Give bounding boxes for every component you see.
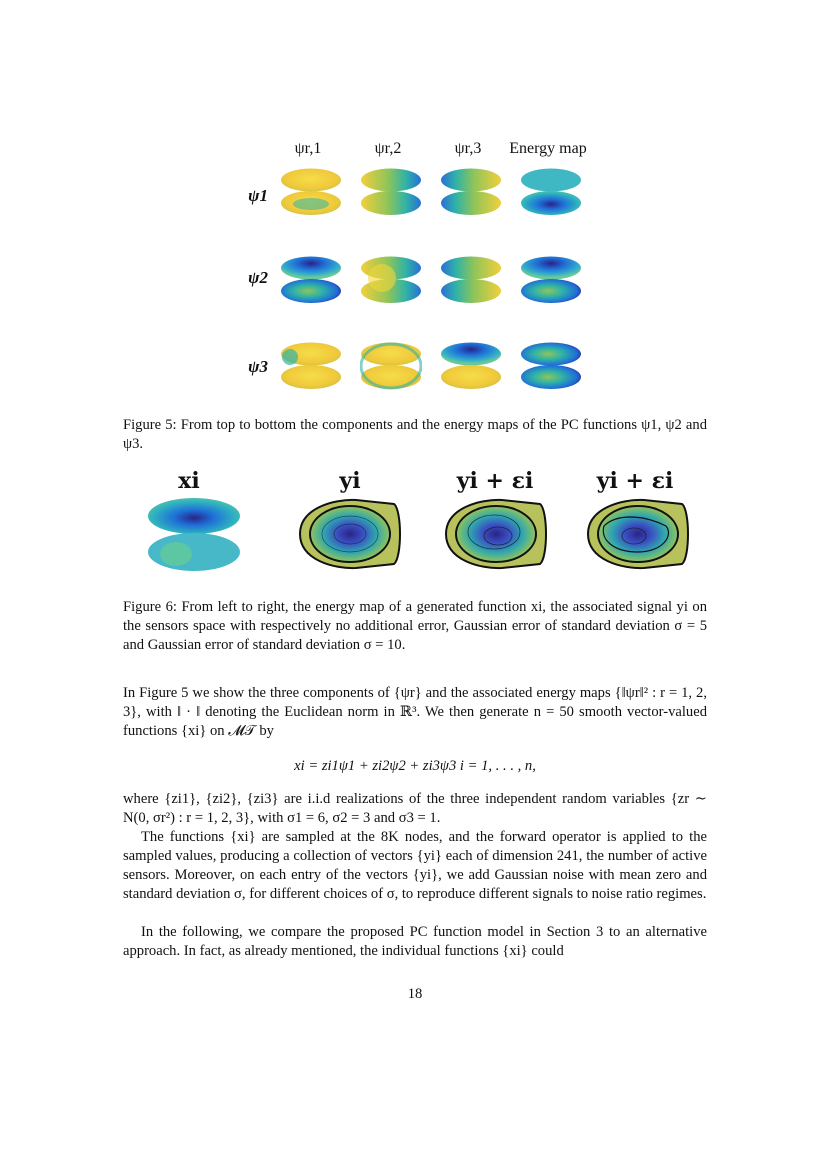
- fig5-row-header-psi3: ψ3: [248, 357, 268, 376]
- brain-map-psi2-r2: [360, 256, 422, 304]
- page-number: 18: [407, 986, 423, 1002]
- fig6-col-header-xi: xi: [178, 468, 200, 494]
- energy-map-xi: [146, 496, 242, 572]
- sensor-signal-yi-sigma-10: [582, 496, 694, 572]
- brain-map-psi2-energy: [520, 256, 582, 304]
- fig5-col-header-psi-r1: ψr,1: [294, 140, 322, 157]
- brain-map-psi1-energy: [520, 168, 582, 216]
- brain-map-psi3-r1: [280, 342, 342, 390]
- fig5-col-header-psi-r2: ψr,2: [374, 140, 402, 157]
- brain-map-psi3-r2: [360, 342, 422, 390]
- paragraph-2: where {zi1}, {zi2}, {zi3} are i.i.d realizations of the three independent random variables {zr ∼ N(0, σr²) : r = 1, 2, 3}, with σ1 = 6, σ2 = 3 and σ3 = 1.: [123, 791, 707, 826]
- equation-xi: xi = zi1ψ1 + zi2ψ2 + zi3ψ3 i = 1, . . . , n,: [294, 758, 536, 774]
- fig5-col-header-energy-map: Energy map: [509, 140, 587, 157]
- paragraph-4: In the following, we compare the proposed PC function model in Section 3 to an alternative approach. In fact, as already mentioned, the individual functions {xi} could: [123, 924, 707, 959]
- brain-map-psi3-energy: [520, 342, 582, 390]
- brain-map-psi1-r3: [440, 168, 502, 216]
- brain-map-psi1-r1: [280, 168, 342, 216]
- fig5-row-header-psi1: ψ1: [248, 186, 268, 205]
- brain-map-psi2-r3: [440, 256, 502, 304]
- figure-6-caption: Figure 6: From left to right, the energy map of a generated function xi, the associated signal yi on the sensors space with respectively no additional error, Gaussian error of standard deviation σ = 5 and Gaussian error of standard deviation σ = 10.: [123, 599, 707, 653]
- sensor-signal-yi-sigma-5: [440, 496, 552, 572]
- brain-map-psi3-r3: [440, 342, 502, 390]
- fig5-col-header-psi-r3: ψr,3: [454, 140, 482, 157]
- paragraph-1: In Figure 5 we show the three components of {ψr} and the associated energy maps {‖ψr‖² : r = 1, 2, 3}, with ‖ · ‖ denoting the Euclidean norm in ℝ³. We then generate n = 50 smooth vector-valued functions {xi} on 𝓜𝒯 by: [123, 685, 707, 739]
- sensor-signal-yi: [294, 496, 406, 572]
- fig6-col-header-yi-eps-5: yi + εi: [456, 468, 534, 494]
- fig5-row-header-psi2: ψ2: [248, 268, 268, 287]
- brain-map-psi2-r1: [280, 256, 342, 304]
- fig6-col-header-yi-eps-10: yi + εi: [596, 468, 674, 494]
- figure-5-caption: Figure 5: From top to bottom the components and the energy maps of the PC functions ψ1, ψ2 and ψ3.: [123, 417, 707, 452]
- paragraph-3: The functions {xi} are sampled at the 8K nodes, and the forward operator is applied to the sampled values, producing a collection of vectors {yi} each of dimension 241, the number of active sensors. Moreover, on each entry of the vectors {yi}, we add Gaussian noise with mean zero and standard deviation σ, for different choices of σ, to reproduce different signals to noise ratio regimes.: [123, 829, 707, 902]
- fig6-col-header-yi: yi: [339, 468, 361, 494]
- brain-map-psi1-r2: [360, 168, 422, 216]
